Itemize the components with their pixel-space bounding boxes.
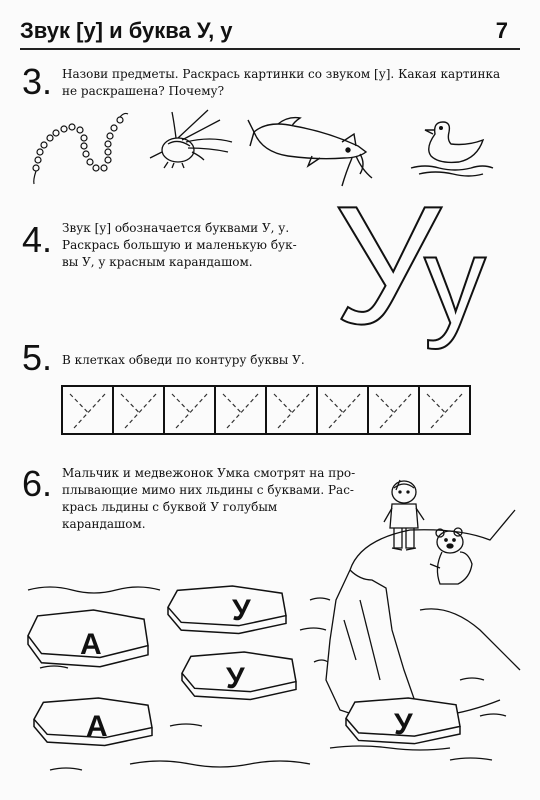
- ice-floe-letter: У: [226, 662, 245, 695]
- ice-floe-letter: А: [86, 710, 108, 743]
- task-4-line-2: Раскрась большую и маленькую бук-: [62, 238, 297, 252]
- task-3-line-1: Назови предметы. Раскрась картинки со звуком [у]. Какая картинка: [62, 67, 501, 81]
- tracing-letter-cell[interactable]: [70, 394, 105, 428]
- tracing-letter-cell[interactable]: [325, 394, 360, 428]
- page-number: 7: [495, 18, 508, 43]
- ice-floe[interactable]: [176, 648, 300, 704]
- tracing-letter-cell[interactable]: [172, 394, 207, 428]
- task-4-line-3: вы У, у красным карандашом.: [62, 255, 253, 269]
- tracing-letter-cell[interactable]: [223, 394, 258, 428]
- onion-icon: [148, 108, 238, 168]
- task-4-line-1: Звук [у] обозначается буквами У, у.: [62, 221, 290, 235]
- header-divider: [20, 48, 520, 50]
- big-letter-upper: У: [334, 171, 441, 359]
- tracing-letter-cell[interactable]: [376, 394, 411, 428]
- task-5-number: 5.: [22, 337, 53, 378]
- ice-floe-letter: А: [80, 628, 102, 661]
- page-title: Звук [у] и буква У, у: [20, 18, 233, 43]
- bear-cub-icon: [428, 528, 488, 590]
- boy-icon: [380, 478, 430, 558]
- task-6-line-1: Мальчик и медвежонок Умка смотрят на про-: [62, 466, 356, 480]
- ice-floe[interactable]: [340, 694, 464, 748]
- task-5-text: [62, 352, 502, 369]
- task-4-number: 4.: [22, 219, 53, 260]
- ice-floe[interactable]: [22, 606, 152, 672]
- tracing-letter-cell[interactable]: [427, 394, 462, 428]
- task-6-number: 6.: [22, 463, 53, 504]
- ice-floe-top: [168, 586, 286, 626]
- ice-floe-letter: У: [394, 708, 413, 741]
- task-6-line-2: плывающие мимо них льдины с буквами. Рас-: [62, 483, 354, 497]
- tracing-letter-cell[interactable]: [274, 394, 309, 428]
- task-5-line-1: В клетках обведи по контуру буквы У.: [62, 353, 305, 367]
- tracing-letter-cell[interactable]: [121, 394, 156, 428]
- ice-floe[interactable]: [162, 582, 290, 638]
- task-6-line-3: крась льдины с буквой У голубым карандашом.: [62, 500, 278, 531]
- task-3-text: [62, 66, 522, 100]
- beads-icon: [28, 108, 138, 188]
- tracing-grid: [60, 384, 472, 436]
- ice-floe[interactable]: [28, 694, 156, 750]
- big-letter-lower: у: [424, 212, 486, 350]
- task-4-text: [62, 220, 322, 271]
- big-letters: [320, 171, 520, 359]
- ice-floe-letter: У: [232, 594, 251, 627]
- task-3-line-2: не раскрашена? Почему?: [62, 84, 225, 98]
- task-3-number: 3.: [22, 61, 53, 102]
